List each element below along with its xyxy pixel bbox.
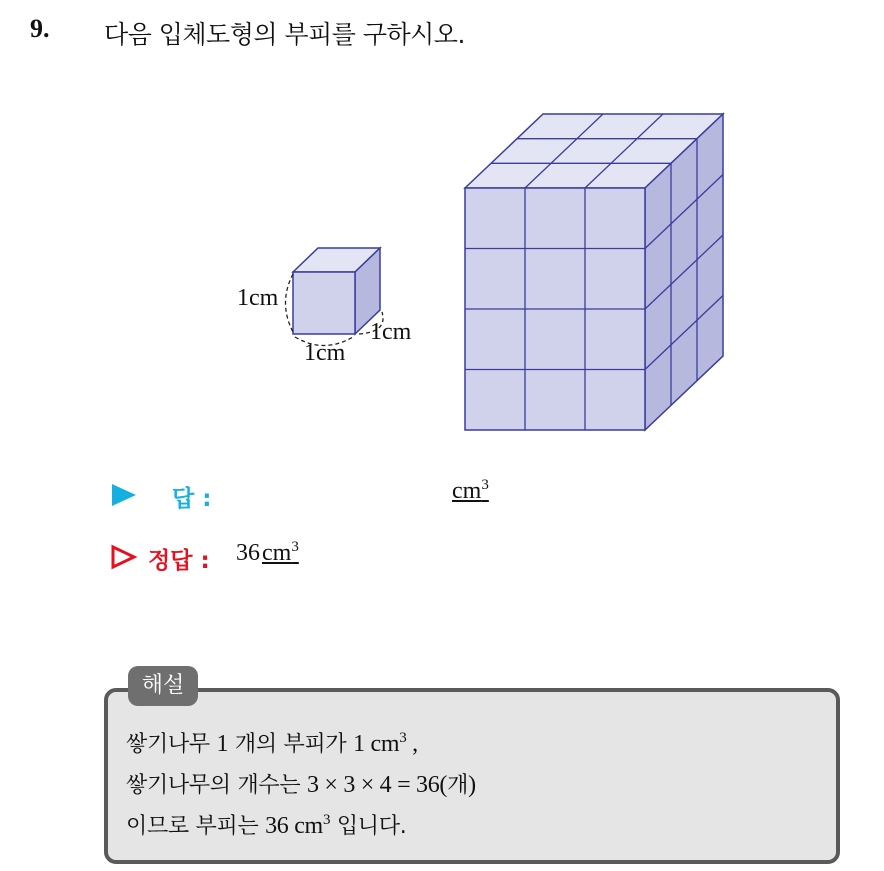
answer-unit-text: cm [452, 478, 482, 504]
solution-line-3-text-b: 입니다. [330, 814, 407, 839]
solution-line-1-exponent: 3 [399, 730, 407, 746]
solution-line-3-volume [265, 813, 330, 839]
edge-label-depth: 1cm [370, 319, 412, 345]
solution-line-1-text-a: 쌓기나무 [126, 732, 217, 757]
answer-marker-icon [110, 482, 138, 508]
solution-line-3-exponent: 3 [322, 812, 331, 828]
edge-label-left: 1cm [237, 285, 279, 311]
solution-line-1-volume-text: 1 cm [353, 731, 400, 757]
unit-cube [237, 248, 412, 366]
correct-answer-label: 정답 : [148, 548, 210, 574]
solution-line-2-text-b: 개 [447, 773, 469, 798]
solution-line-3-volume-text: 36 cm [265, 813, 323, 839]
correct-marker-icon [110, 544, 138, 570]
solution-line-1-count: 1 [216, 731, 229, 757]
edge-label-bottom: 1cm [304, 340, 346, 366]
solution-tab: 해설 [128, 666, 198, 706]
cube-stack [465, 114, 723, 430]
solution-line-2-text-a: 쌓기나무의 개수는 [126, 773, 308, 798]
correct-answer-value [236, 540, 299, 567]
solution-line-1-volume [353, 731, 406, 757]
solution-line-3-text-a: 이므로 부피는 [126, 814, 266, 839]
question-text: 다음 입체도형의 부피를 구하시오. [104, 20, 465, 49]
left-edge-brace [286, 274, 294, 332]
correct-answer-unit [262, 540, 299, 566]
solution-line-2-close: ) [468, 772, 476, 798]
correct-answer-row [110, 540, 530, 576]
solution-line-1-comma: , [406, 731, 418, 757]
solution-line-3 [126, 806, 476, 847]
solution-line-1-text-b: 개의 부피가 [228, 732, 354, 757]
answer-unit-exponent: 3 [481, 477, 489, 493]
correct-answer-unit-exponent: 3 [291, 539, 299, 555]
solution-line-2-math: 3 × 3 × 4 = 36( [307, 772, 448, 798]
solution-line-2 [126, 765, 476, 806]
solution-line-1 [126, 724, 476, 765]
answer-label: 답 : [172, 486, 212, 512]
correct-answer-number: 36 [236, 540, 260, 566]
solution-text [126, 724, 476, 847]
question-number: 9. [30, 14, 50, 43]
correct-answer-unit-text: cm [262, 540, 292, 566]
unit-cube-front [293, 272, 355, 334]
answer-row [110, 478, 530, 514]
answer-unit [452, 478, 489, 505]
